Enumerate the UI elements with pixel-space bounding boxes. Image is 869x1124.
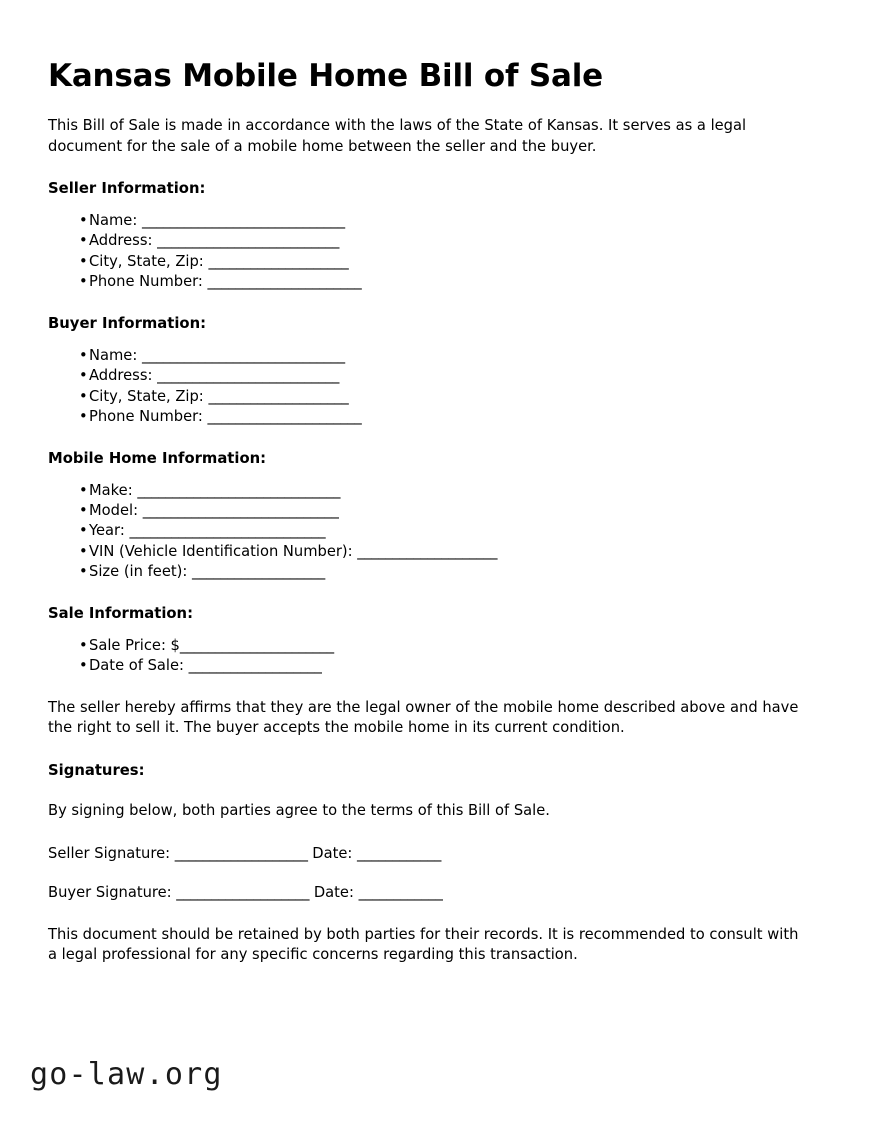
field-blank: ____________________ xyxy=(357,542,498,560)
seller-information-heading: Seller Information: xyxy=(48,180,206,198)
field-label: Address: xyxy=(89,367,158,385)
mobile-home-information-fields xyxy=(48,468,821,582)
field-blank: ____________________________ xyxy=(129,522,326,540)
field-label: Date of Sale: xyxy=(89,657,189,675)
list-item xyxy=(48,521,821,541)
list-item xyxy=(48,481,821,501)
list-item xyxy=(48,252,821,272)
field-label: VIN (Vehicle Identification Number): xyxy=(89,542,358,560)
field-blank: ____________________ xyxy=(208,387,349,405)
buyer-date-blank: ____________ xyxy=(358,884,443,902)
field-label: Phone Number: xyxy=(89,272,208,290)
sale-information-fields xyxy=(48,623,821,677)
list-item xyxy=(48,656,821,676)
sale-information-heading: Sale Information: xyxy=(48,605,194,623)
field-blank: _____________________________ xyxy=(141,347,345,365)
field-label: Address: xyxy=(89,232,158,250)
affirmation-paragraph: The seller hereby affirms that they are the legal owner of the mobile home described above and have the right to sell it. The buyer accepts the mobile home in its current condition. xyxy=(48,698,799,737)
field-blank: ____________________ xyxy=(208,252,349,270)
list-item xyxy=(48,562,821,582)
signature-agreement-text: By signing below, both parties agree to the terms of this Bill of Sale. xyxy=(48,802,550,820)
field-label: Name: xyxy=(89,212,142,230)
list-item xyxy=(48,501,821,521)
field-label: Phone Number: xyxy=(89,407,208,425)
list-item xyxy=(48,231,821,251)
seller-signature-label: Seller Signature: xyxy=(48,844,175,862)
list-item xyxy=(48,366,821,386)
list-item xyxy=(48,346,821,366)
seller-date-blank: ____________ xyxy=(357,844,441,862)
buyer-information-fields xyxy=(48,333,821,427)
buyer-signature-blank: ___________________ xyxy=(176,884,310,902)
list-item xyxy=(48,387,821,407)
site-watermark: go-law.org xyxy=(30,1057,223,1092)
field-blank: ____________________________ xyxy=(142,502,339,520)
field-label: City, State, Zip: xyxy=(89,252,209,270)
field-label: Year: xyxy=(89,522,130,540)
field-blank: _____________________________ xyxy=(137,481,341,499)
list-item xyxy=(48,636,821,656)
buyer-information-heading: Buyer Information: xyxy=(48,315,207,333)
field-label: Sale Price: $ xyxy=(89,637,180,655)
field-blank: ______________________ xyxy=(207,272,362,290)
mobile-home-information-heading: Mobile Home Information: xyxy=(48,450,267,468)
closing-paragraph: This document should be retained by both parties for their records. It is recommended to consult with a legal professional for any specific concerns regarding this transaction. xyxy=(48,925,799,964)
buyer-date-label: Date: xyxy=(309,884,359,902)
field-label: Model: xyxy=(89,502,143,520)
seller-information-fields xyxy=(48,198,821,292)
seller-signature-row xyxy=(48,822,821,864)
field-blank: ___________________ xyxy=(188,657,322,675)
list-item xyxy=(48,542,821,562)
signatures-heading: Signatures: xyxy=(48,762,145,780)
page-title: Kansas Mobile Home Bill of Sale xyxy=(48,58,603,94)
intro-paragraph: This Bill of Sale is made in accordance with the laws of the State of Kansas. It serves as a legal document for the sale of a mobile home between the seller and the buyer. xyxy=(48,116,747,155)
field-label: City, State, Zip: xyxy=(89,387,209,405)
list-item xyxy=(48,211,821,231)
list-item xyxy=(48,407,821,427)
field-blank: _____________________________ xyxy=(141,212,345,230)
seller-date-label: Date: xyxy=(307,844,358,862)
field-blank: ______________________ xyxy=(207,407,362,425)
field-blank: __________________________ xyxy=(157,232,339,250)
seller-signature-blank: ___________________ xyxy=(174,844,308,862)
field-label: Size (in feet): xyxy=(89,563,192,581)
field-blank: ___________________ xyxy=(191,563,325,581)
buyer-signature-label: Buyer Signature: xyxy=(48,884,177,902)
field-label: Make: xyxy=(89,481,138,499)
buyer-signature-row xyxy=(48,864,821,903)
field-blank: __________________________ xyxy=(157,367,339,385)
field-label: Name: xyxy=(89,347,142,365)
list-item xyxy=(48,272,821,292)
field-blank: ______________________ xyxy=(179,637,334,655)
